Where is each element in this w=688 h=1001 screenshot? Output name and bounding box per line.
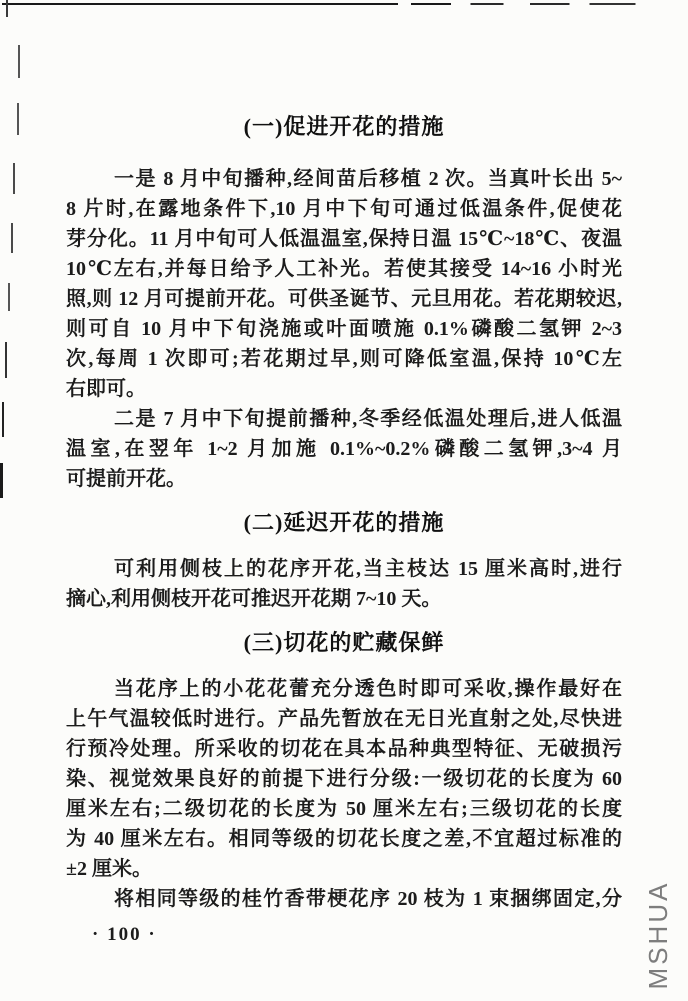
text-line: 次,每周 1 次即可;若花期过早,则可降低室温,保持 10℃左 — [66, 348, 622, 370]
paragraph — [66, 164, 622, 404]
text-line: 则可自 10 月中下旬浇施或叶面喷施 0.1%磷酸二氢钾 2~3 — [66, 318, 622, 340]
scan-artifact-tick — [11, 223, 13, 253]
scan-artifact-tick — [0, 463, 3, 498]
scan-artifact-tick — [5, 342, 7, 378]
text-line: 上午气温较低时进行。产品先暂放在无日光直射之处,尽快进 — [66, 708, 622, 730]
paragraph — [66, 674, 622, 884]
text-line: 二是 7 月中下旬提前播种,冬季经低温处理后,进人低温 — [114, 408, 622, 430]
scan-artifact-tick — [6, 0, 8, 17]
watermark-text: MSHUA — [643, 880, 673, 990]
paragraph — [66, 404, 622, 494]
text-line: 厘米左右;二级切花的长度为 50 厘米左右;三级切花的长度 — [66, 798, 622, 820]
text-line: 可提前开花。 — [66, 468, 186, 490]
text-line: 一是 8 月中旬播种,经间苗后移植 2 次。当真叶长出 5~ — [114, 168, 622, 190]
scan-artifact-tick — [2, 402, 4, 437]
section-heading-2: (二)延迟开花的措施 — [243, 510, 445, 535]
text-line: 10℃左右,并每日给予人工补光。若使其接受 14~16 小时光 — [66, 258, 622, 280]
paragraph — [66, 554, 622, 614]
section-heading-1: (一)促进开花的措施 — [243, 114, 445, 139]
page-number: · 100 · — [92, 924, 157, 945]
text-line: 温室,在翌年 1~2 月加施 0.1%~0.2%磷酸二氢钾,3~4 月 — [66, 438, 622, 460]
text-line: 可利用侧枝上的花序开花,当主枝达 15 厘米高时,进行 — [114, 558, 622, 580]
section-heading-3: (三)切花的贮藏保鲜 — [243, 630, 445, 655]
text-line: 右即可。 — [66, 378, 146, 400]
scan-artifact-tick — [18, 45, 20, 78]
text-line: ±2 厘米。 — [66, 858, 152, 880]
text-line: 将相同等级的桂竹香带梗花序 20 枝为 1 束捆绑固定,分 — [114, 888, 622, 910]
text-line: 8 片时,在露地条件下,10 月中下旬可通过低温条件,促使花 — [66, 198, 622, 220]
text-line: 当花序上的小花花蕾充分透色时即可采收,操作最好在 — [114, 678, 622, 700]
text-line: 芽分化。11 月中旬可人低温温室,保持日温 15℃~18℃、夜温 — [66, 228, 622, 250]
text-line: 行预冷处理。所采收的切花在具本品种典型特征、无破损污 — [66, 738, 622, 760]
page-text-column — [66, 0, 622, 948]
text-line: 摘心,利用侧枝开花可推迟开花期 7~10 天。 — [66, 588, 442, 610]
scan-artifact-tick — [13, 163, 15, 194]
paragraph — [66, 884, 622, 914]
text-line: 照,则 12 月可提前开花。可供圣诞节、元旦用花。若花期较迟, — [66, 288, 622, 310]
text-line: 为 40 厘米左右。相同等级的切花长度之差,不宜超过标准的 — [66, 828, 622, 850]
scan-artifact-tick — [8, 283, 10, 311]
text-line: 染、视觉效果良好的前提下进行分级:一级切花的长度为 60 — [66, 768, 622, 790]
scan-artifact-tick — [17, 103, 19, 135]
